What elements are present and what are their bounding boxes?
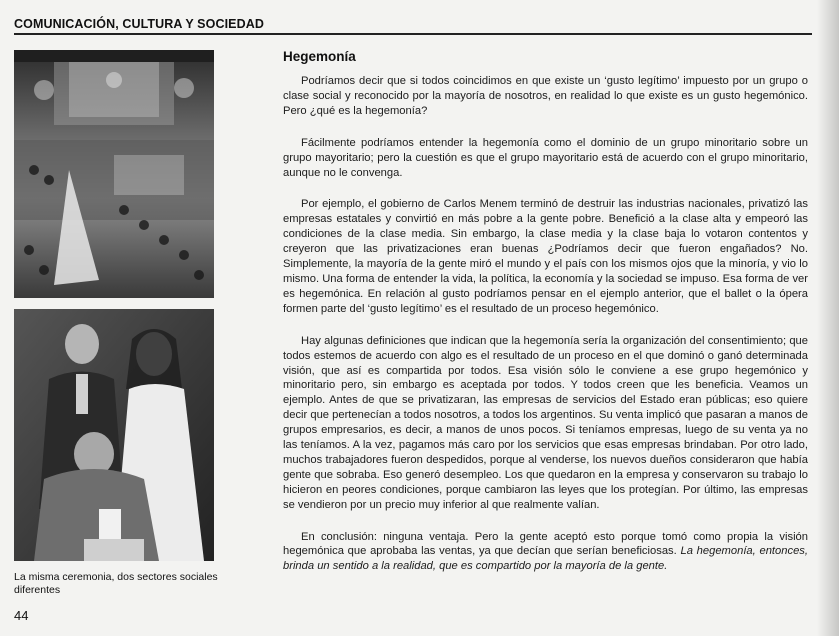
- article-title: Hegemonía: [283, 49, 356, 64]
- conclusion-text: En conclusión: ninguna ventaja. Pero la gente aceptó esto porque tomó como propia la visión hegemónica que aprobaba las ventas, ya que decían que serían beneficiosas.: [283, 530, 808, 558]
- couple-image: [14, 309, 214, 561]
- conclusion-emphasis: La hegemonía, entonces, brinda un sentido a la realidad, que es compartido por la mayoría de la gente.: [283, 545, 809, 573]
- paragraph-conclusion: [283, 530, 808, 575]
- photo-caption: La misma ceremonia, dos sectores sociales diferentes: [14, 571, 218, 596]
- section-header: COMUNICACIÓN, CULTURA Y SOCIEDAD: [14, 17, 264, 31]
- paragraph-2: Fácilmente podríamos entender la hegemonía como el dominio de un grupo minoritario sobre un grupo mayoritario; pero la cuestión es que el grupo mayoritario está de acuerdo con el grupo minoritario, aunque no le convenga.: [283, 136, 808, 179]
- photo-couple-table: [14, 309, 214, 561]
- page-number: 44: [14, 608, 29, 623]
- paragraph-4: Hay algunas definiciones que indican que la hegemonía sería la organización del consentimiento; que todos estemos de acuerdo con algo es el resultado de un proceso en el que dominó o ganó determinada visión, que así es compartida por todos. Esa visión sólo le conviene a ese grupo hegemónico y minoritario pero, sin embargo es aceptada por todos. Y todos creen que les beneficia. Veamos un ejemplo. Antes de que se privatizaran, las empresas de servicios del Estado eran públicas; eso quiere decir que pertenecían a todos nosotros, a todos los argentinos. Su venta implicó que pasaran a manos de grupos empresarios, es decir, a manos de unos pocos. Si teníamos empresas, luego de su venta ya no las teníamos. A la vez, pagamos más caro por los servicios que esas empresas brindaban. Por otro lado, muchos trabajadores fueron despedidos, porque al venderse, los nuevos dueños consideraron que había gente que sobraba. Eso generó desempleo. Los que quedaron en la empresa y conservaron su trabajo lo hicieron en peores condiciones, porque cambiaron las leyes que los protegían. Por último, las empresas se vendieron por un precio muy inferior al que realmente valían.: [283, 334, 808, 511]
- article: [283, 49, 808, 591]
- paragraph-1: Podríamos decir que si todos coincidimos en que existe un ‘gusto legítimo’ impuesto por un grupo o clase social y reconocido por la mayoría de nosotros, en realidad lo que existe es un gusto hegemónico. Pero ¿qué es la hegemonía?: [283, 75, 808, 117]
- page-edge-shadow: [817, 0, 839, 636]
- ballroom-image: [14, 50, 214, 298]
- paragraph-3: Por ejemplo, el gobierno de Carlos Menem terminó de destruir las industrias nacionales, privatizó las empresas estatales y convirtió en más pobre a la gente pobre. Benefició a la clase alta y empeoró las condiciones de la clase media. Sin embargo, la clase media y la clase baja lo votaron contentos y creyeron que las privatizaciones eran buenas ¿Podríamos decir que fueron engañados? No. Simplemente, la mayoría de la gente miró el mundo y el país con los mismos ojos que la minoría, y vio lo mismo. Una forma de entender la vida, la política, la economía y la sociedad se impuso. Esa forma de ver es hegemónica. En relación al gusto podríamos pensar en el ejemplo anterior, que el ballet o la ópera formen parte del ‘gusto legítimo’ es el resultado de un proceso hegemónico.: [283, 198, 808, 315]
- photo-ballroom-ceremony: [14, 50, 214, 298]
- header-rule: [14, 33, 812, 35]
